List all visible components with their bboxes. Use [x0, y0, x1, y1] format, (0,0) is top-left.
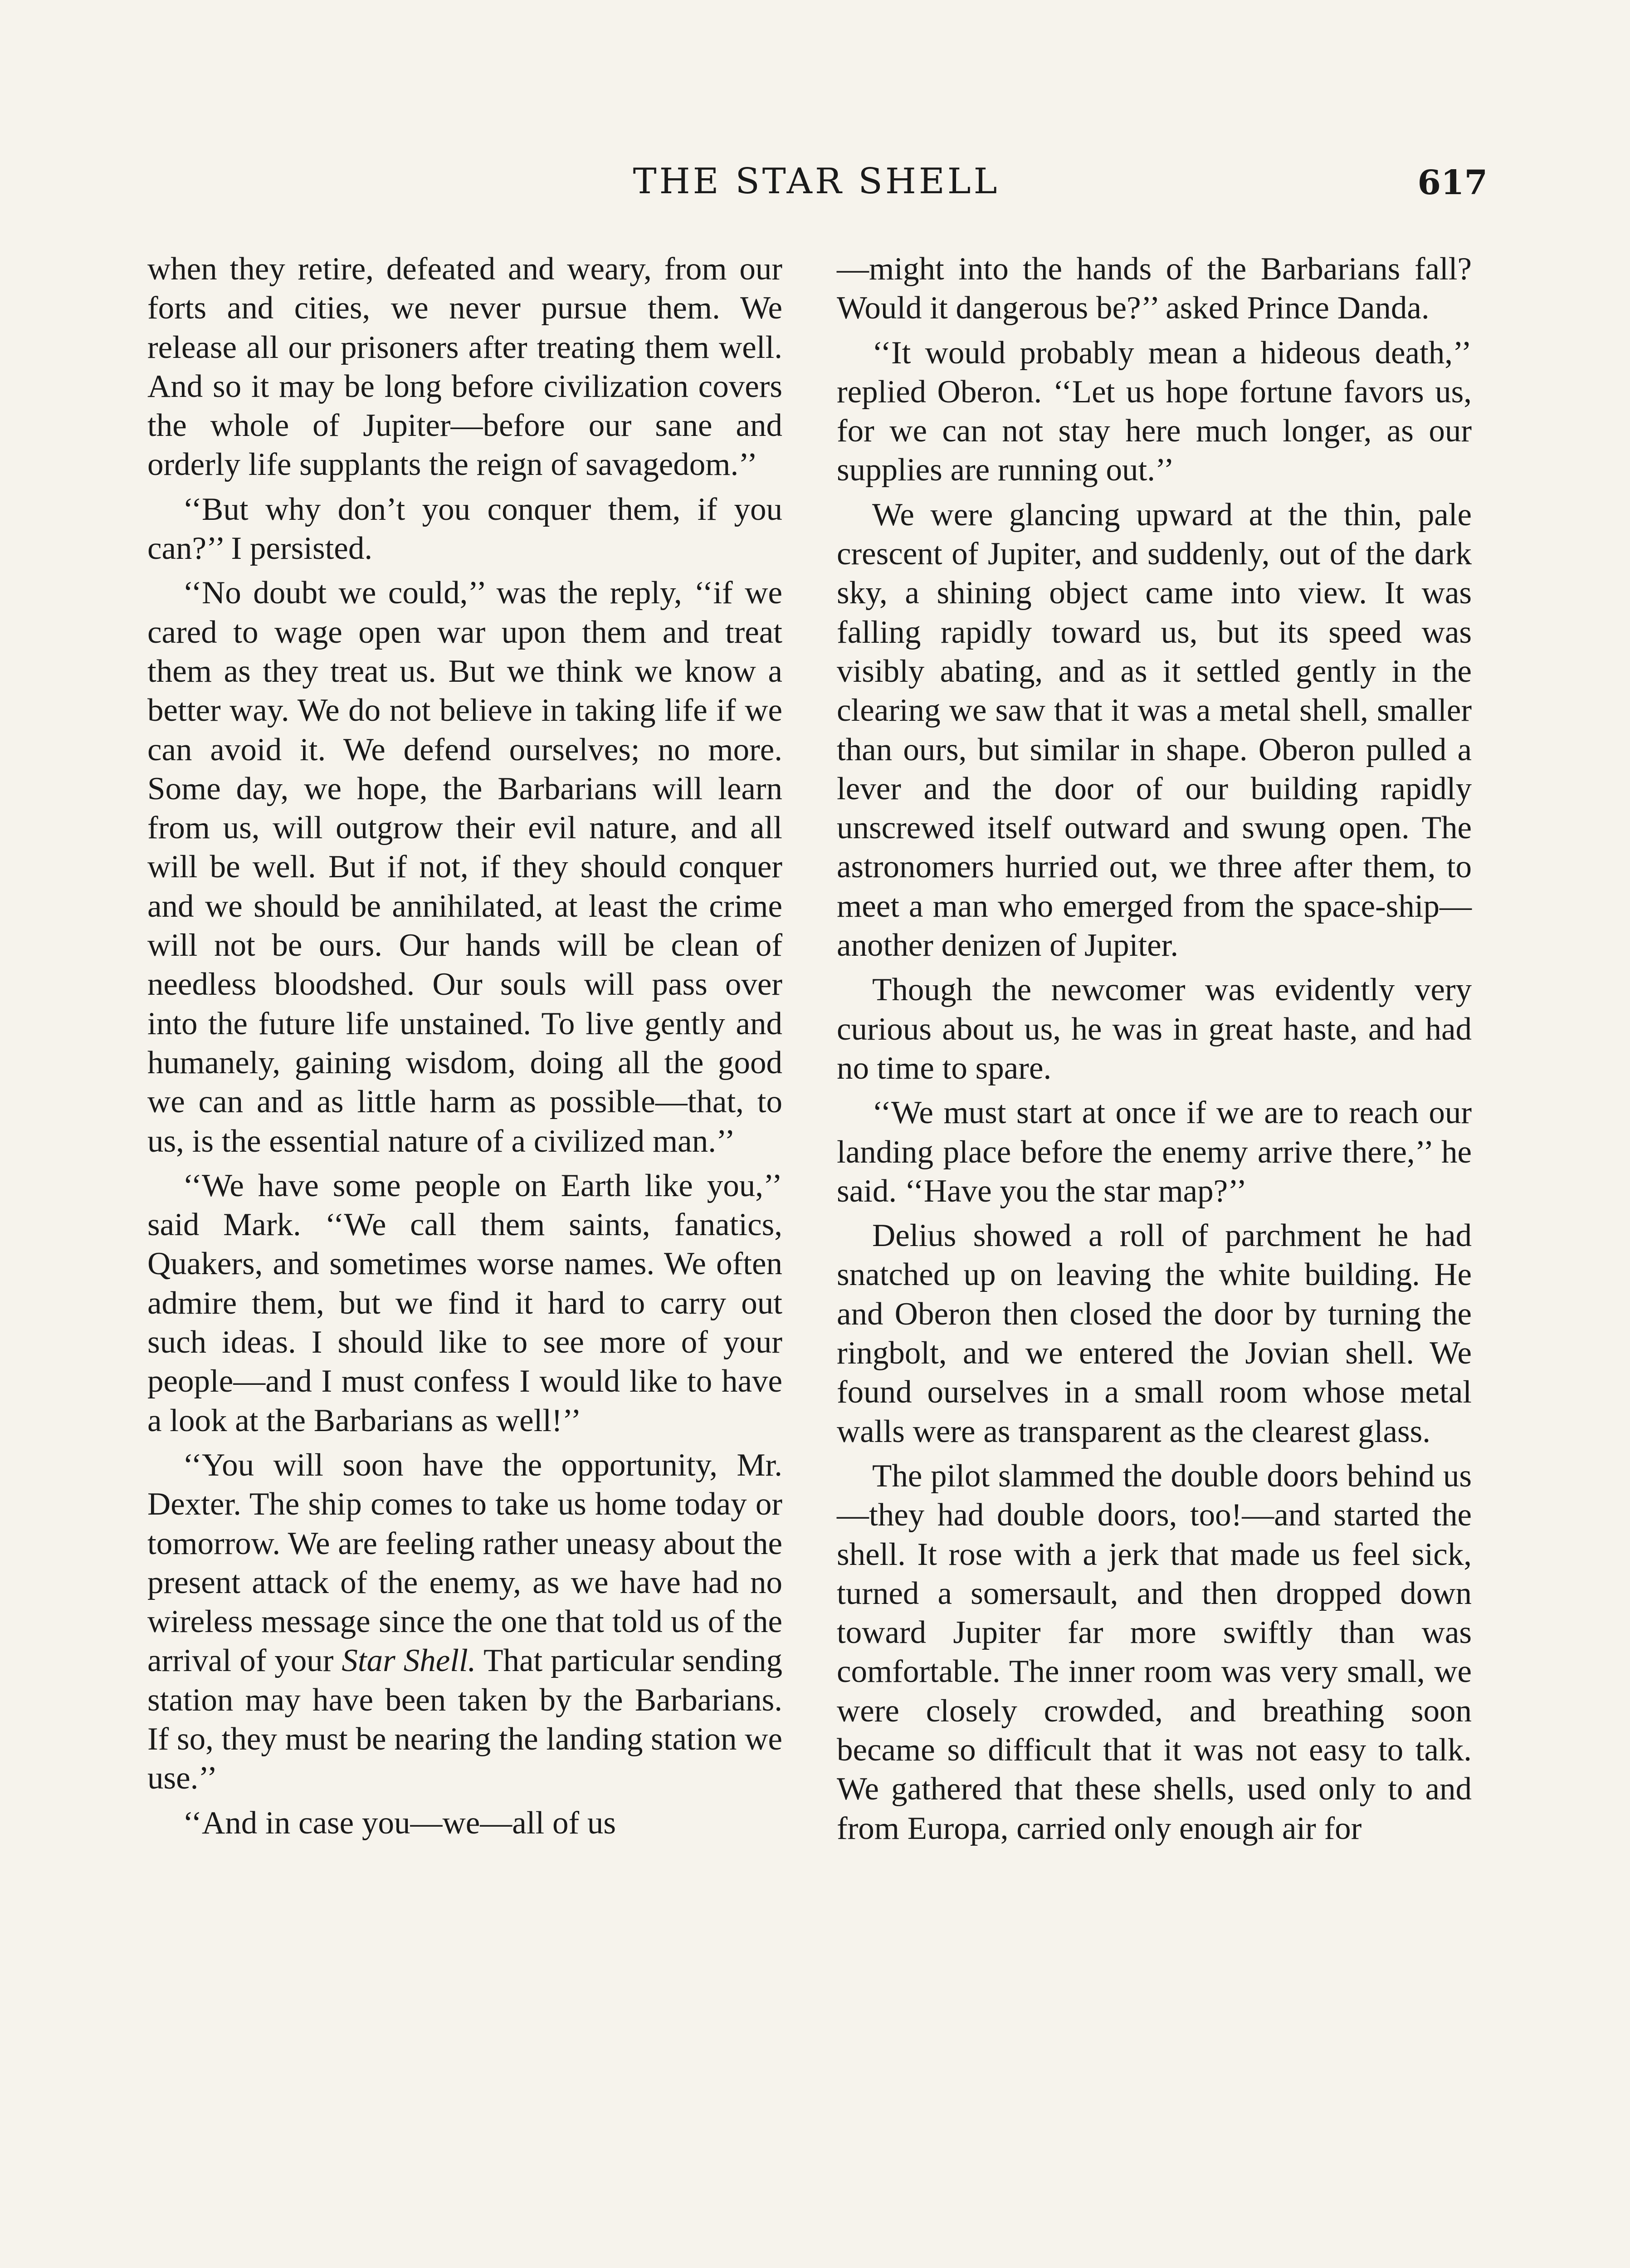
paragraph: when they retire, defeated and weary, from our forts and cities, we never pursue them. We release all our prisoners after treating them well. And so it may be long before civilization covers the whole of Jupiter—before our sane and orderly life supplants the reign of savagedom.’’ — [147, 251, 782, 483]
paragraph: ‘‘And in case you—we—all of us — [183, 1805, 616, 1841]
paragraph: ‘‘But why don’t you conquer them, if you can?’’ I persisted. — [147, 491, 782, 567]
paragraph: The pilot slammed the double doors behind us—they had double doors, too!—and started the shell. It rose with a jerk that made us feel sick, turned a somersault, and then dropped down toward Jupiter far more swiftly than was comfortable. The inner room was very small, we were closely crowded, and breathing soon became so difficult that it was not easy to talk. We gathered that these shells, used only to and from Europa, carried only enough air for — [837, 1458, 1472, 1846]
paragraph-text: That particular sending station may have been taken by the Barbarians. If so, they must be nearing the landing station we use.’’ — [147, 1643, 782, 1796]
paragraph: We were glancing upward at the thin, pale crescent of Jupiter, and suddenly, out of the dark sky, a shining object came into view. It was falling rapidly toward us, but its speed was visibly abating, and as it settled gently in the clearing we saw that it was a metal shell, smaller than ours, but similar in shape. Oberon pulled a lever and the door of our building rapidly unscrewed itself outward and swung open. The astronomers hurried out, we three after them, to meet a man who emerged from the space-ship—another denizen of Jupiter. — [837, 497, 1472, 963]
paragraph — [147, 1446, 782, 1798]
paragraph: ‘‘We have some people on Earth like you,’’ said Mark. ‘‘We call them saints, fanatics, Quakers, and sometimes worse names. We often admire them, but we find it hard to carry out such ideas. I should like to see more of your people—and I must confess I would like to have a look at the Barbarians as well!’’ — [147, 1168, 782, 1438]
right-column — [837, 249, 1472, 1853]
page-number: 617 — [1417, 163, 1488, 202]
paragraph: —might into the hands of the Barbarians fall? Would it dangerous be?’’ asked Prince Danda. — [837, 251, 1472, 326]
paragraph: Delius showed a roll of parchment he had snatched up on leaving the white building. He and Oberon then closed the door by turning the ringbolt, and we entered the Jovian shell. We found ourselves in a small room whose metal walls were as transparent as the clearest glass. — [837, 1218, 1472, 1449]
paragraph: ‘‘No doubt we could,’’ was the reply, ‘‘if we cared to wage open war upon them and treat them as they treat us. But we think we know a better way. We do not believe in taking life if we can avoid it. We defend ourselves; no more. Some day, we hope, the Barbarians will learn from us, will outgrow their evil nature, and all will be well. But if not, if they should conquer and we should be annihilated, at least the crime will not be ours. Our hands will be clean of needless bloodshed. Our souls will pass over into the future life unstained. To live gently and humanely, gaining wisdom, doing all the good we can and as little harm as possible—that, to us, is the essential nature of a civilized man.’’ — [147, 575, 782, 1159]
paragraph: ‘‘It would probably mean a hideous death,’’ replied Oberon. ‘‘Let us hope fortune favors us, for we can not stay here much longer, as our supplies are running out.’’ — [837, 335, 1472, 488]
paragraph: ‘‘We must start at once if we are to reach our landing place before the enemy arrive there,’’ he said. ‘‘Have you the star map?’’ — [837, 1095, 1472, 1209]
paragraph-text: ‘‘You will soon have the opportunity, Mr. Dexter. The ship comes to take us home today or tomorrow. We are feeling rather uneasy about the present attack of the enemy, as we have had no wireless message since the one that told us of the arrival of your — [147, 1447, 782, 1679]
paragraph: Though the newcomer was evidently very curious about us, he was in great haste, and had no time to spare. — [837, 972, 1472, 1086]
left-column — [147, 249, 782, 1848]
ship-name: Star Shell. — [342, 1643, 476, 1679]
running-title: THE STAR SHELL — [633, 161, 1000, 202]
